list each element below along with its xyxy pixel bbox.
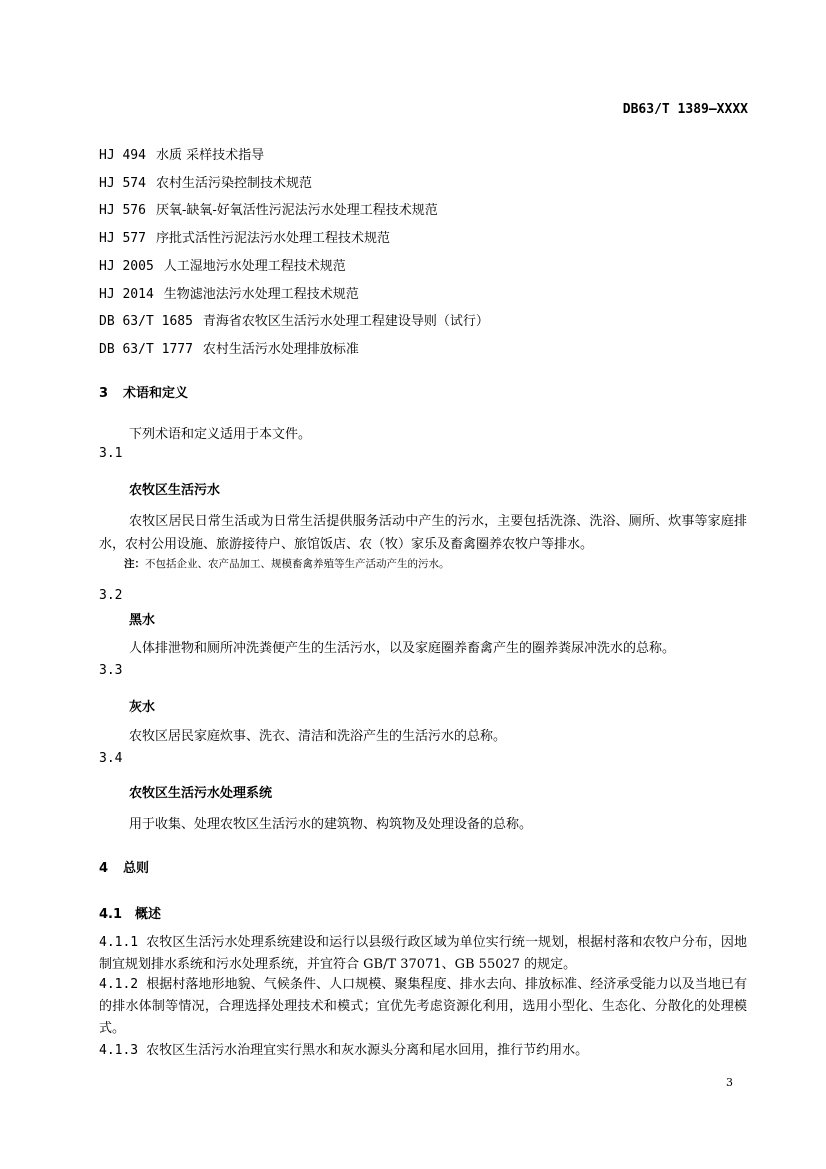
term-number: 3.2: [99, 588, 123, 603]
clause: [99, 1040, 747, 1062]
term-definition: 用于收集、处理农牧区生活污水的建筑物、构筑物及处理设备的总称。: [129, 817, 533, 832]
note-label: 注：: [124, 558, 145, 570]
term-definition: 农牧区居民日常生活或为日常生活提供服务活动中产生的污水，主要包括洗涤、洗浴、厕所、炊事等家庭排水，农村公用设施、旅游接待户、旅馆饭店、农（牧）家乐及畜禽圈养农牧户等排水。: [99, 514, 747, 552]
term-number: 3.3: [99, 663, 123, 678]
term-name: 灰水: [129, 700, 156, 715]
subsection-title: 概述: [135, 907, 162, 922]
reference-title: 厌氧-缺氧-好氧活性污泥法污水处理工程技术规范: [155, 203, 438, 218]
reference-code: HJ 2014: [99, 287, 154, 302]
reference-title: 序批式活性污泥法污水处理工程技术规范: [155, 231, 390, 246]
section-heading: [99, 857, 149, 876]
clause: [99, 974, 747, 1040]
reference-title: 农村生活污染控制技术规范: [155, 176, 312, 191]
section-heading: [99, 382, 188, 401]
reference-title: 人工湿地污水处理工程技术规范: [163, 259, 346, 274]
section-title: 总则: [123, 861, 150, 876]
clause-text: 根据村落地形地貌、气候条件、人口规模、聚集程度、排水去向、排放标准、经济承受能力以及当地已有的排水体制等情况，合理选择处理技术和模式；宜优先考虑资源化利用，选用小型化、生态化、分散化的处理模式。: [99, 977, 747, 1036]
reference-title: 农村生活污水处理排放标准: [202, 342, 359, 357]
clause-number: 4.1.3: [99, 1043, 139, 1058]
reference-code: DB 63/T 1777: [99, 342, 193, 357]
reference-item: [99, 172, 312, 191]
reference-title: 水质 采样技术指导: [155, 148, 265, 163]
reference-item: [99, 283, 359, 302]
reference-item: [99, 255, 346, 274]
clause-number: 4.1.2: [99, 977, 139, 992]
term-definition: 农牧区居民家庭炊事、洗衣、清洁和洗浴产生的生活污水的总称。: [129, 729, 507, 744]
reference-item: [99, 338, 359, 357]
reference-item: [99, 310, 489, 329]
reference-title: 生物滤池法污水处理工程技术规范: [163, 287, 359, 302]
clause-text: 农牧区生活污水治理宜实行黑水和灰水源头分离和尾水回用，推行节约用水。: [146, 1043, 589, 1058]
reference-code: HJ 2005: [99, 259, 154, 274]
term-number: 3.1: [99, 446, 123, 461]
reference-item: [99, 144, 264, 163]
term-name: 农牧区生活污水处理系统: [129, 786, 273, 801]
reference-code: HJ 574: [99, 176, 146, 191]
reference-code: HJ 576: [99, 203, 146, 218]
section-title: 术语和定义: [123, 386, 189, 401]
clause-text: 农牧区生活污水处理系统建设和运行以县级行政区域为单位实行统一规划，根据村落和农牧户分布，因地制宜规划排水系统和污水处理系统，并宜符合 GB/T 37071、GB 55027 的规定。: [99, 935, 747, 972]
term-name: 农牧区生活污水: [129, 483, 221, 498]
reference-item: [99, 227, 390, 246]
term-number: 3.4: [99, 751, 123, 766]
reference-code: DB 63/T 1685: [99, 314, 193, 329]
section-number: 3: [99, 386, 109, 401]
term-note: [124, 556, 450, 571]
reference-code: HJ 577: [99, 231, 146, 246]
section-intro: 下列术语和定义适用于本文件。: [129, 427, 312, 442]
page-number: 3: [726, 1076, 733, 1089]
term-name: 黑水: [129, 613, 156, 628]
clause-number: 4.1.1: [99, 935, 139, 950]
subsection-heading: [99, 903, 161, 922]
reference-code: HJ 494: [99, 148, 146, 163]
reference-title: 青海省农牧区生活污水处理工程建设导则（试行）: [202, 314, 489, 329]
term-definition: 人体排泄物和厕所冲洗粪便产生的生活污水，以及家庭圈养畜禽产生的圈养粪尿冲洗水的总称。: [129, 641, 676, 656]
reference-item: [99, 199, 438, 218]
section-number: 4: [99, 861, 109, 876]
document-code: DB63/T 1389—XXXX: [622, 102, 748, 117]
subsection-number: 4.1: [99, 907, 123, 922]
clause: [99, 932, 747, 976]
note-text: 不包括企业、农产品加工、规模畜禽养殖等生产活动产生的污水。: [145, 558, 450, 570]
